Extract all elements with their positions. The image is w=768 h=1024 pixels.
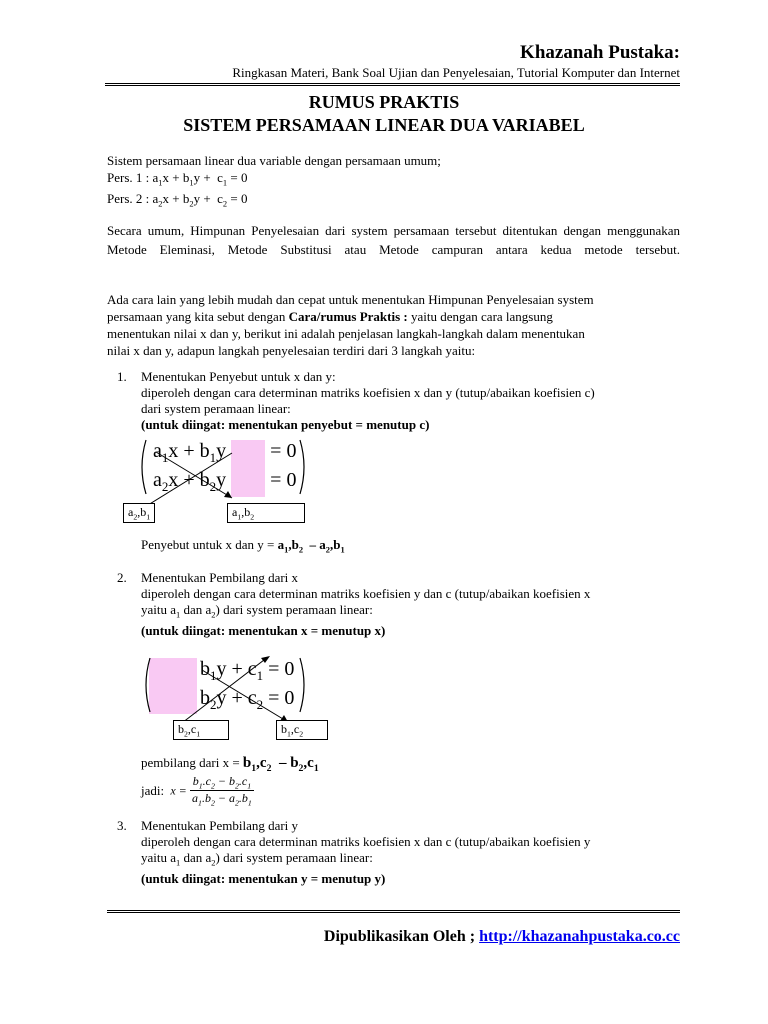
para2-line4: nilai x dan y, adapun langkah penyelesaian terdiri dari 3 langkah yaitu: bbox=[107, 343, 476, 358]
step-3-desc1: diperoleh dengan cara determinan matriks koefisien x dan c (tutup/abaikan koefisien y bbox=[141, 834, 591, 849]
paragraph-practical bbox=[107, 291, 680, 359]
intro-block bbox=[107, 153, 680, 212]
para2-line3: menentukan nilai x dan y, berikut ini adalah penjelasan langkah-langkah dalam menentukan bbox=[107, 326, 585, 341]
step-1-heading: Menentukan Penyebut untuk x dan y: bbox=[141, 369, 336, 384]
equation-2: Pers. 2 : $a_2x + b_2y + c_2 = 0$ bbox=[107, 190, 248, 209]
cross-label-a1b2: $a_1,b_2$ bbox=[227, 503, 305, 523]
footer-link[interactable]: http://khazanahpustaka.co.cc bbox=[479, 928, 680, 945]
page-title: RUMUS PRAKTIS bbox=[308, 92, 460, 112]
footer-divider bbox=[107, 910, 680, 913]
step-3-note: (untuk diingat: menentukan y = menutup y) bbox=[141, 870, 386, 886]
matrix-row-2: $b_2y + c_2 = 0$ bbox=[200, 687, 295, 712]
step-1-desc2: dari system peramaan linear: bbox=[141, 401, 291, 416]
step-1-desc1: diperoleh dengan cara determinan matriks koefisien x dan y (tutup/abaikan koefisien c) bbox=[141, 385, 595, 400]
x-fraction: $\frac{b_1.c_2 - b_2.c_1}{a_1.b_2 - a_2.b_1}$ bbox=[192, 774, 252, 808]
step-2-formula: jadi: x = $\frac{b_1.c_2 - b_2.c_1}{a_1.b_2 - a_2.b_1}$ bbox=[141, 774, 252, 808]
para2-line1: Ada cara lain yang lebih mudah dan cepat untuk menentukan Himpunan Penyelesaian system bbox=[107, 292, 594, 307]
page-subtitle: SISTEM PERSAMAAN LINEAR DUA VARIABEL bbox=[183, 115, 585, 135]
intro-line: Sistem persamaan linear dua variable dengan persamaan umum; bbox=[107, 153, 441, 168]
equation-1: Pers. 1 : $a_1x + b_1y + c_1 = 0$ bbox=[107, 169, 248, 188]
step-3-desc2: yaitu $a_1$ dan $a_2$) dari system peramaan linear: bbox=[141, 850, 373, 868]
para2-line2: persamaan yang kita sebut dengan Cara/rumus Praktis : yaitu dengan cara langsung bbox=[107, 309, 553, 324]
step-2-text bbox=[141, 570, 681, 639]
step-1-text bbox=[141, 369, 681, 433]
header-divider bbox=[105, 83, 680, 86]
brand-title: Khazanah Pustaka: bbox=[520, 42, 680, 63]
cross-label-b2c1: $b_2,c_1$ bbox=[173, 720, 229, 740]
step-2-desc2: yaitu $a_1$ dan $a_2$) dari system peramaan linear: bbox=[141, 602, 373, 620]
step-1-number: 1. bbox=[117, 369, 127, 384]
step-3-text bbox=[141, 818, 681, 887]
tagline: Ringkasan Materi, Bank Soal Ujian dan Penyelesaian, Tutorial Komputer dan Internet bbox=[232, 65, 680, 80]
footer bbox=[324, 928, 680, 946]
paragraph-methods: Secara umum, Himpunan Penyelesaian dari system persamaan tersebut ditentukan dengan menggunakan Metode Eleminasi, Metode Substitusi atau Metode campuran antara kedua metode tersebut. bbox=[107, 223, 680, 257]
matrix-row-1: $b_1y + c_1 = 0$ bbox=[200, 658, 295, 683]
step-2-result: pembilang dari $x = b_1,c_2 - b_2,c_1$ bbox=[141, 755, 319, 774]
step-1-result: Penyebut untuk x dan $y = a_1,b_2 - a_2,b_1$ bbox=[141, 537, 345, 555]
cross-label-a2b1: $a_2,b_1$ bbox=[123, 503, 155, 523]
footer-label: Dipublikasikan Oleh ; bbox=[323, 928, 480, 945]
step-1-note: (untuk diingat: menentukan penyebut = menutup c) bbox=[141, 417, 430, 432]
step-3-number: 3. bbox=[117, 818, 127, 833]
step-2-desc1: diperoleh dengan cara determinan matriks koefisien y dan c (tutup/abaikan koefisien x bbox=[141, 586, 591, 601]
matrix-row-2: $a_2x + b_2y = 0$ bbox=[153, 469, 297, 494]
cross-label-b1c2: $b_1,c_2$ bbox=[276, 720, 328, 740]
step-2-heading: Menentukan Pembilang dari x bbox=[141, 570, 299, 585]
step-2-note: (untuk diingat: menentukan x = menutup x) bbox=[141, 622, 386, 638]
step-3-heading: Menentukan Pembilang dari y bbox=[141, 818, 299, 833]
step-2-number: 2. bbox=[117, 570, 127, 585]
matrix-row-1: $a_1x + b_1y = 0$ bbox=[153, 440, 297, 465]
